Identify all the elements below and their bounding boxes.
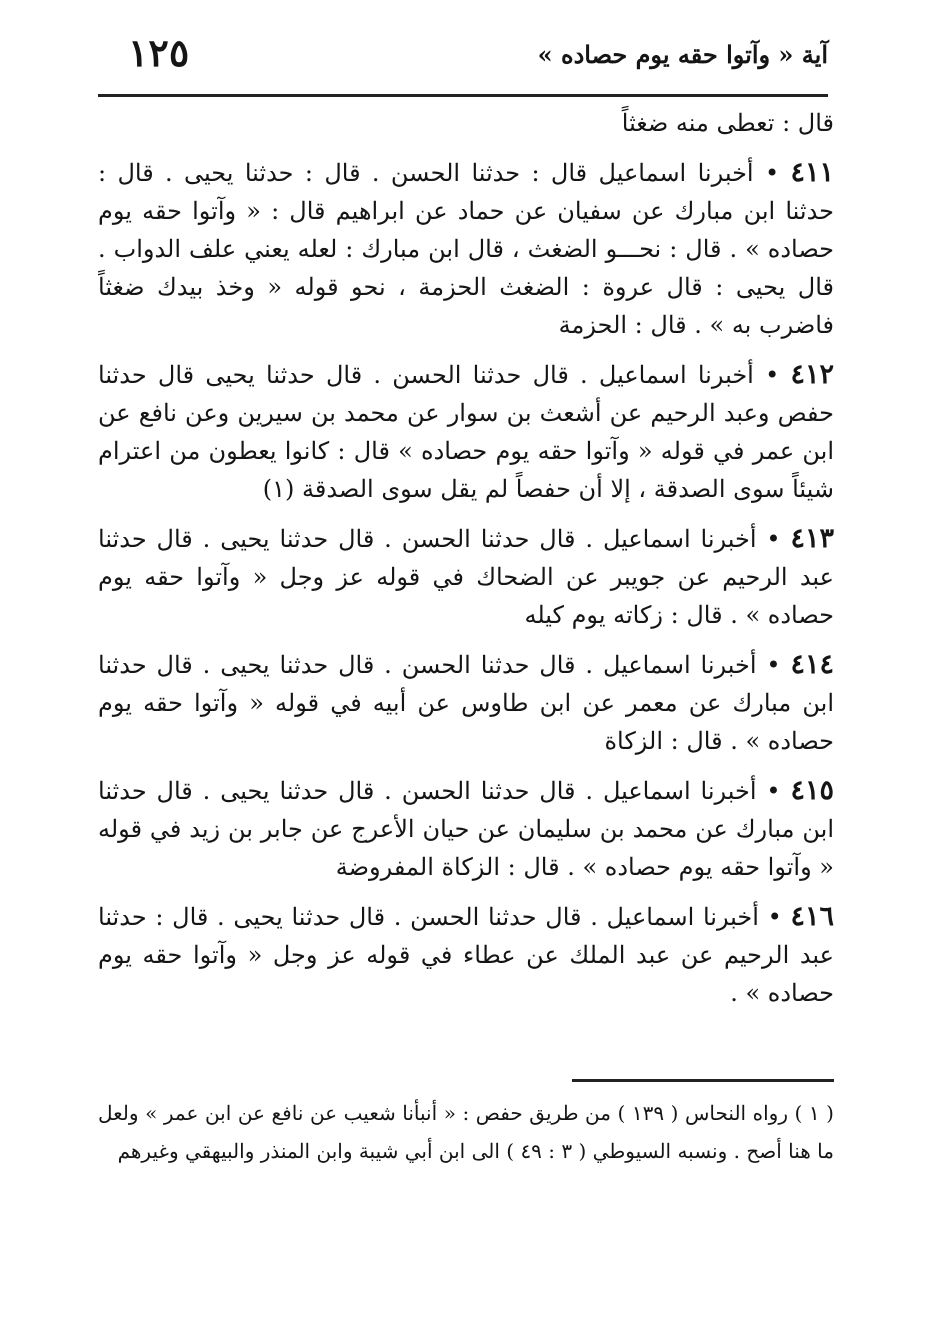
footnote-1: ( ١ ) رواه النحاس ( ١٣٩ ) من طريق حفص : « أنبأنا شعيب عن نافع عن ابن عمر » ولعل ما هنا أصح . ونسبه السيوطي ( ٣ : ٤٩ ) الى ابن أبي شيبة وابن المنذر والبيهقي وغيرهم [98, 1101, 834, 1163]
footnotes [98, 1094, 834, 1170]
hadith-text: • أخبرنا اسماعيل . قال حدثنا الحسن . قال حدثنا يحيى . قال حدثنا عبد الرحيم عن جويبر عن الضحاك في قوله عز وجل « وآتوا حقه يوم حصاده » . قال : زكاته يوم كيله [98, 525, 834, 629]
hadith-text: • أخبرنا اسماعيل . قال حدثنا الحسن . قال حدثنا يحيى قال حدثنا حفص وعبد الرحيم عن أشعث بن سوار عن محمد بن سيرين وعن نافع عن ابن عمر في قوله « وآتوا حقه يوم حصاده » قال : كانوا يعطون من اعترام شيئاً سوى الصدقة ، إلا أن حفصاً لم يقل سوى الصدقة (١) [98, 361, 834, 503]
hadith-number: ٤١٢ [790, 359, 834, 390]
page-number: ١٢٥ [128, 30, 190, 75]
hadith-411 [98, 154, 834, 344]
hadith-text: • أخبرنا اسماعيل . قال حدثنا الحسن . قال حدثنا يحيى . قال : حدثنا عبد الرحيم عن عبد الملك عن عطاء في قوله عز وجل « وآتوا حقه يوم حصاده » . [98, 903, 834, 1007]
hadith-text: • أخبرنا اسماعيل . قال حدثنا الحسن . قال حدثنا يحيى . قال حدثنا ابن مبارك عن محمد بن سليمان عن حيان الأعرج عن جابر بن زيد في قوله « وآتوا حقه يوم حصاده » . قال : الزكاة المفروضة [98, 777, 834, 881]
hadith-text: • أخبرنا اسماعيل . قال حدثنا الحسن . قال حدثنا يحيى . قال حدثنا ابن مبارك عن معمر عن ابن طاوس عن أبيه في قوله « وآتوا حقه يوم حصاده » . قال : الزكاة [98, 651, 834, 755]
intro-line: قال : تعطى منه ضغثاً [621, 109, 834, 137]
hadith-number: ٤١٦ [790, 901, 834, 932]
hadith-413 [98, 520, 834, 634]
hadith-415 [98, 772, 834, 886]
hadith-number: ٤١٣ [790, 523, 834, 554]
running-title: آية « وآتوا حقه يوم حصاده » [537, 40, 828, 69]
hadith-number: ٤١٥ [790, 775, 834, 806]
hadith-number: ٤١١ [790, 157, 834, 188]
footnote-rule [572, 1079, 834, 1082]
hadith-416 [98, 898, 834, 1012]
hadith-number: ٤١٤ [790, 649, 834, 680]
page-header [98, 28, 828, 88]
header-rule [98, 94, 828, 97]
hadith-text: • أخبرنا اسماعيل قال : حدثنا الحسن . قال : حدثنا يحيى . قال : حدثنا ابن مبارك عن سفيان عن حماد عن ابراهيم قال : « وآتوا حقه يوم حصاده » . قال : نحـــو الضغث ، قال ابن مبارك : لعله يعني علف الدواب . قال يحيى : قال عروة : الضغث الحزمة ، نحو قوله « وخذ بيدك ضغثاً فاضرب به » . قال : الحزمة [98, 159, 834, 339]
hadith-412 [98, 356, 834, 508]
hadith-414 [98, 646, 834, 760]
main-text [98, 104, 834, 1024]
